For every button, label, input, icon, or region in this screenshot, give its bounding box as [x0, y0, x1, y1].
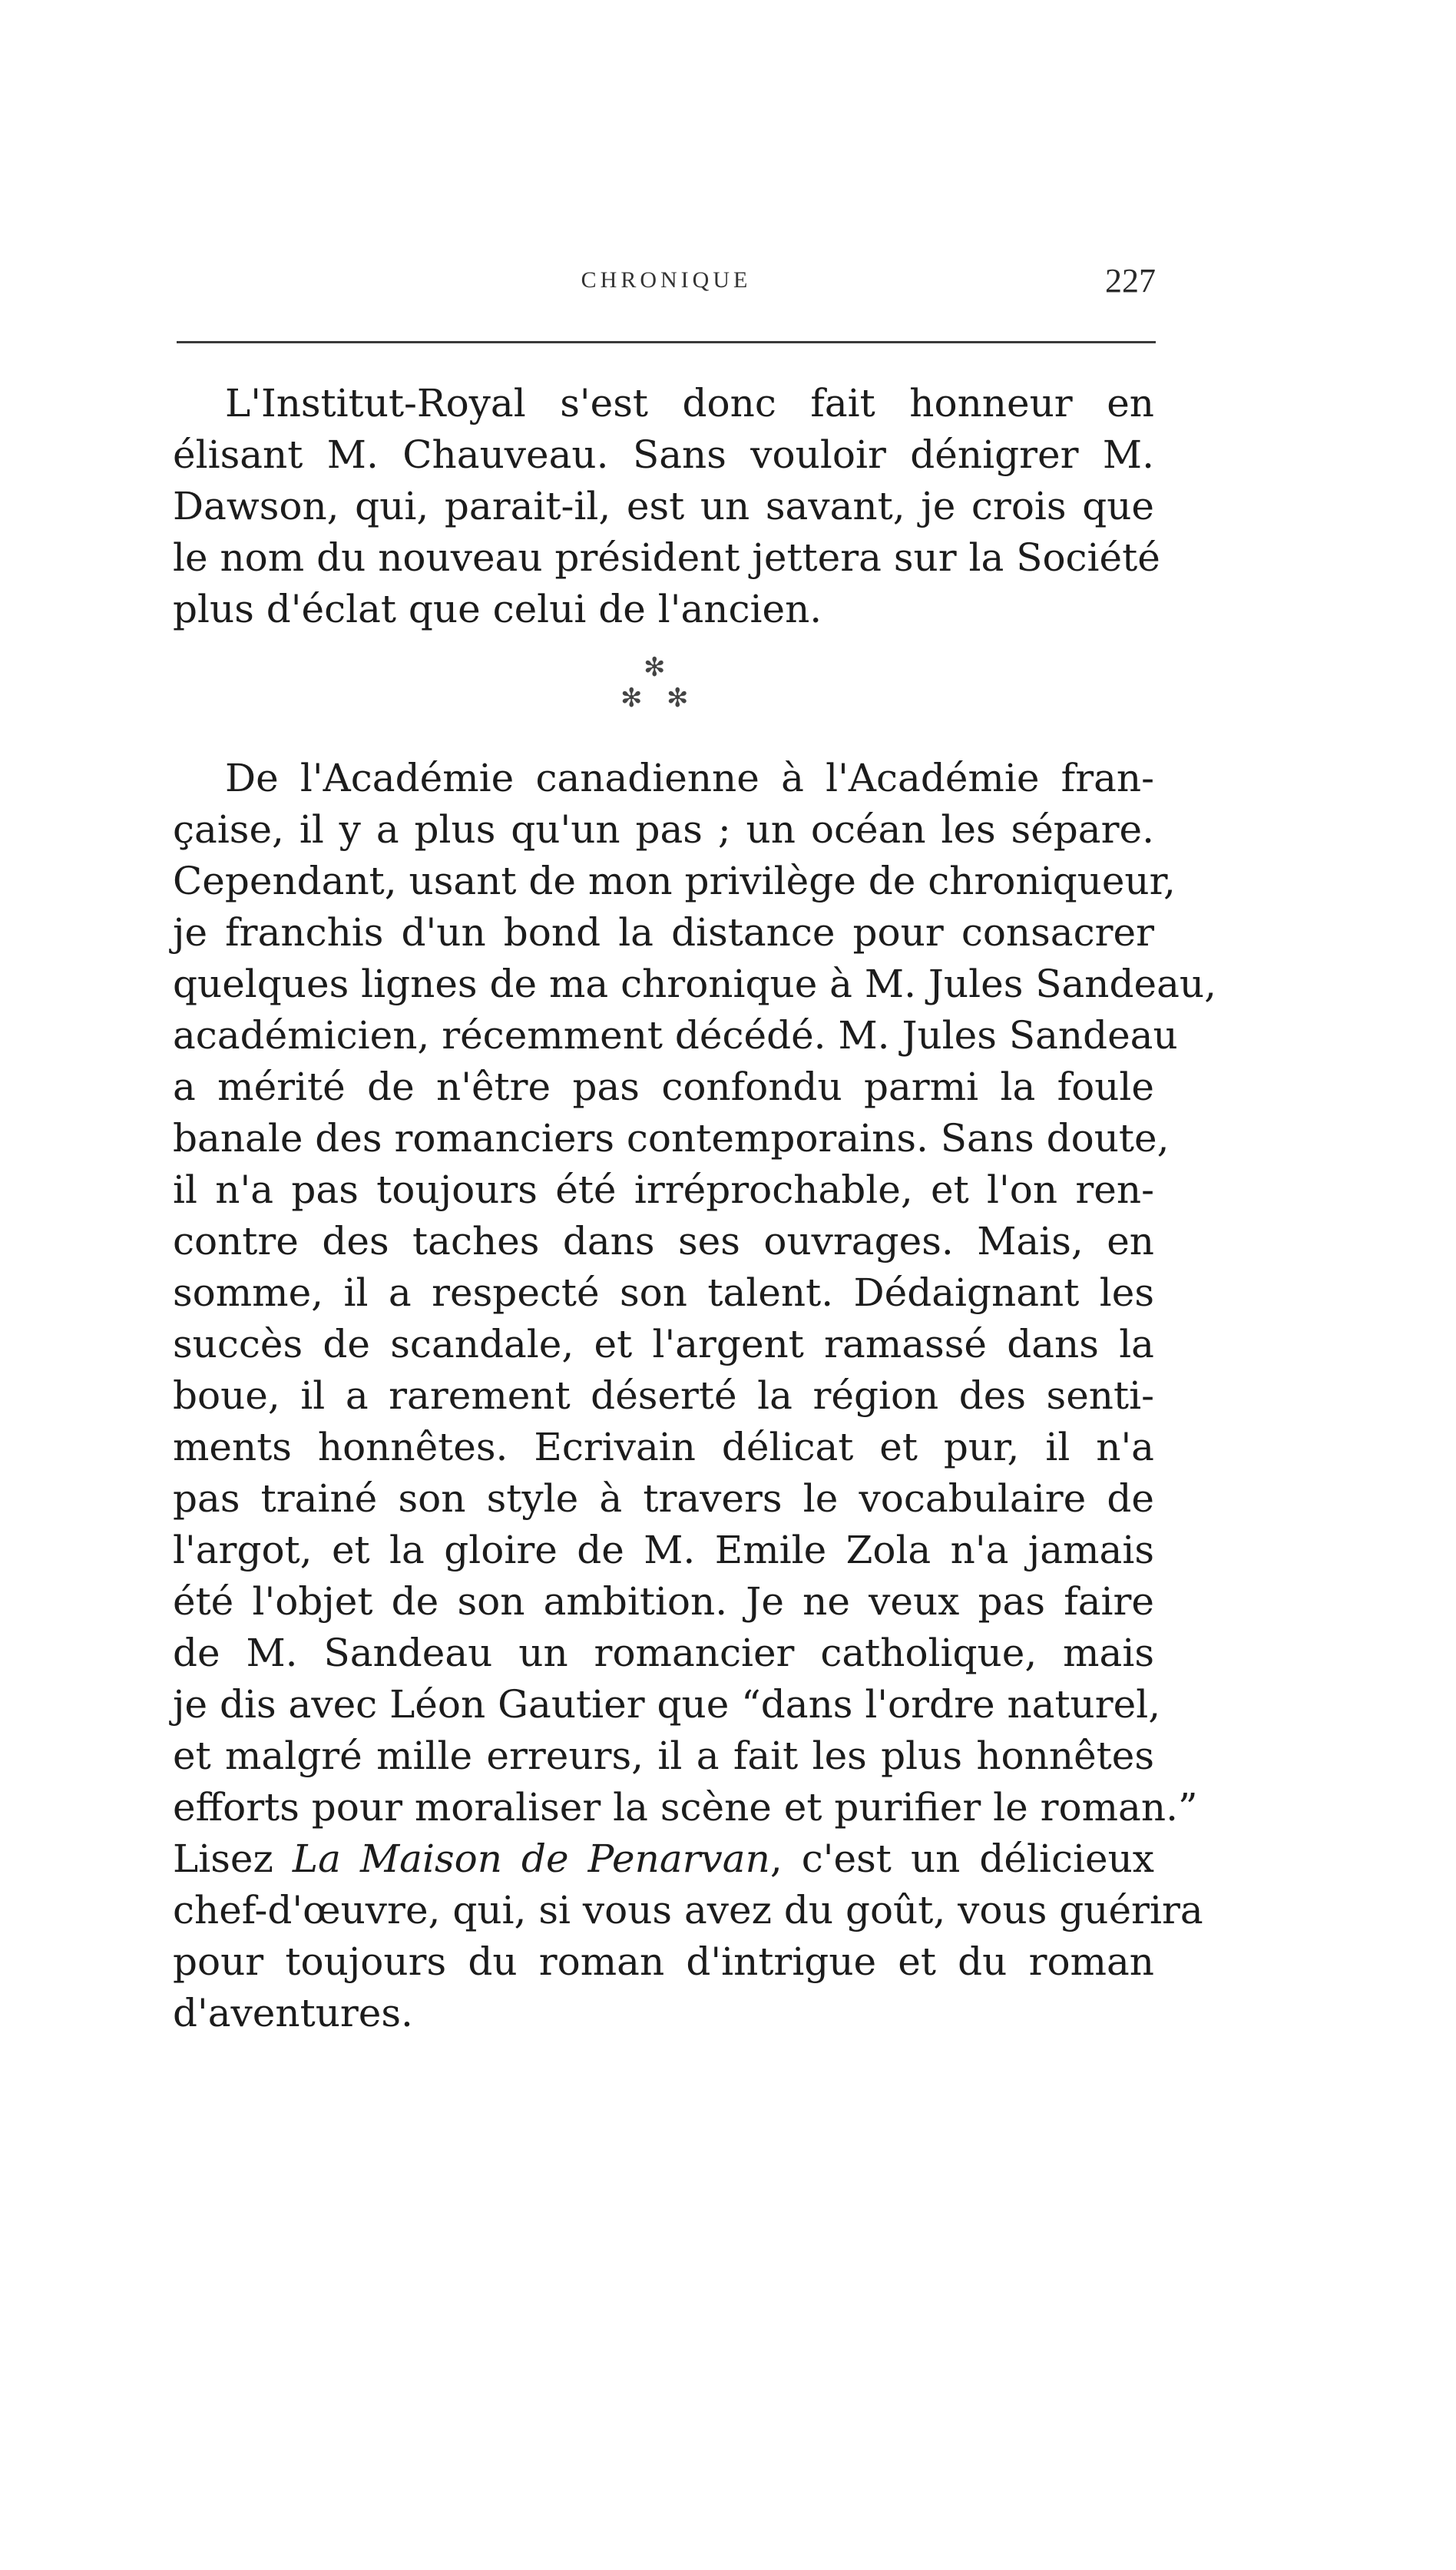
- text-line: le nom du nouveau président jettera sur la Société: [173, 535, 1160, 580]
- text-line: quelques lignes de ma chronique à M. Jules Sandeau,: [173, 962, 1217, 1006]
- book-title: La Maison de Penarvan: [292, 1836, 770, 1881]
- text-line: ments honnêtes. Ecrivain délicat et pur, il n'a: [173, 1425, 1154, 1469]
- asterisk-icon: ✻: [620, 683, 643, 714]
- text-line: somme, il a respecté son talent. Dédaignant les: [173, 1270, 1154, 1315]
- running-head: [177, 261, 1156, 307]
- text-line: chef-d'œuvre, qui, si vous avez du goût, vous guérira: [173, 1888, 1203, 1932]
- text-line: boue, il a rarement déserté la région des senti-: [173, 1373, 1154, 1418]
- text-line: je franchis d'un bond la distance pour consacrer: [173, 910, 1154, 955]
- text-fragment: , c'est un délicieux: [769, 1836, 1154, 1881]
- paragraph-institut: [173, 378, 1160, 635]
- text-line: Dawson, qui, parait-il, est un savant, je crois que: [173, 484, 1154, 528]
- text-line: efforts pour moraliser la scène et purifier le roman.”: [173, 1785, 1198, 1830]
- running-title: CHRONIQUE: [581, 267, 752, 293]
- text-line: contre des taches dans ses ouvrages. Mais, en: [173, 1219, 1154, 1263]
- text-line: et malgré mille erreurs, il a fait les plus honnêtes: [173, 1734, 1154, 1778]
- text-line: plus d'éclat que celui de l'ancien.: [173, 587, 822, 631]
- text-line: Cependant, usant de mon privilège de chroniqueur,: [173, 859, 1176, 903]
- text-line: pour toujours du roman d'intrigue et du roman: [173, 1939, 1154, 1984]
- asterism-ornament: [607, 653, 699, 730]
- text-line: il n'a pas toujours été irréprochable, et l'on ren-: [173, 1167, 1154, 1212]
- asterisk-icon: ✻: [644, 652, 666, 683]
- paragraph-sandeau: [173, 753, 1217, 2039]
- text-line: pas trainé son style à travers le vocabulaire de: [173, 1476, 1154, 1521]
- text-line: a mérité de n'être pas confondu parmi la foule: [173, 1065, 1154, 1109]
- text-line: je dis avec Léon Gautier que “dans l'ordre naturel,: [173, 1682, 1161, 1727]
- text-line: succès de scandale, et l'argent ramassé dans la: [173, 1322, 1154, 1366]
- asterisk-icon: ✻: [667, 683, 689, 714]
- text-line: d'aventures.: [173, 1991, 413, 2035]
- text-line: de M. Sandeau un romancier catholique, mais: [173, 1631, 1154, 1675]
- text-line: l'argot, et la gloire de M. Emile Zola n'a jamais: [173, 1528, 1154, 1572]
- page-number: 227: [1105, 262, 1156, 300]
- header-rule: [177, 341, 1156, 343]
- text-line-with-title: [173, 1833, 1154, 1885]
- text-fragment: Lisez: [173, 1836, 293, 1881]
- text-line: L'Institut-Royal s'est donc fait honneur en: [225, 381, 1154, 426]
- text-line: banale des romanciers contemporains. Sans doute,: [173, 1116, 1170, 1161]
- text-line: académicien, récemment décédé. M. Jules Sandeau: [173, 1013, 1178, 1058]
- text-line: été l'objet de son ambition. Je ne veux pas faire: [173, 1579, 1154, 1624]
- text-line: De l'Académie canadienne à l'Académie fran-: [225, 756, 1154, 800]
- text-line: élisant M. Chauveau. Sans vouloir dénigrer M.: [173, 432, 1154, 477]
- text-line: çaise, il y a plus qu'un pas ; un océan les sépare.: [173, 807, 1154, 852]
